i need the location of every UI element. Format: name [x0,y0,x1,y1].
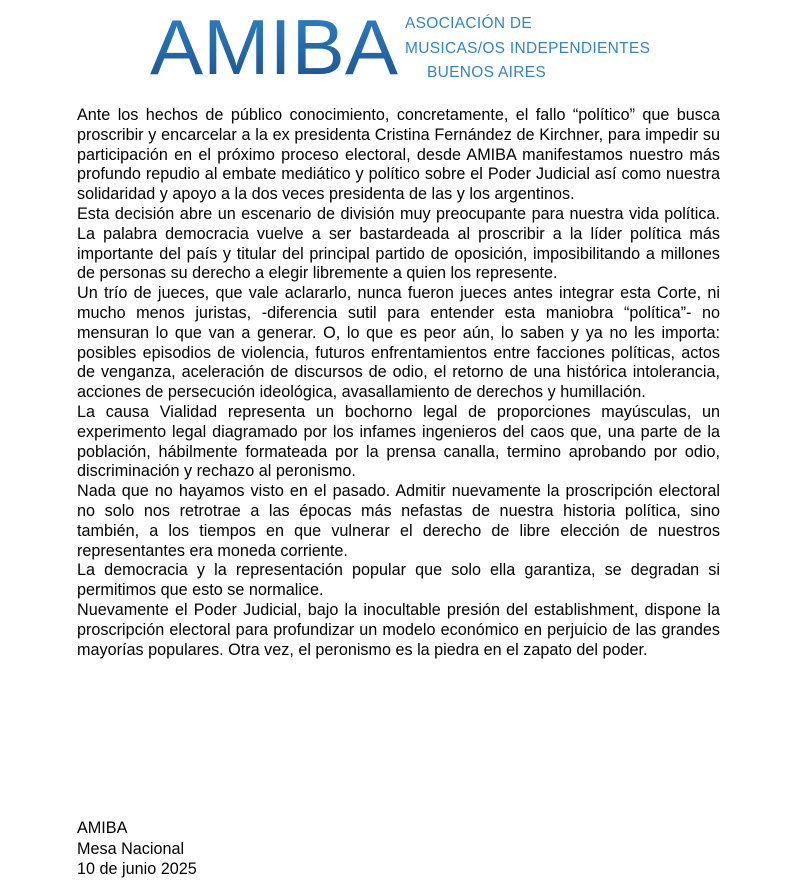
paragraph: La democracia y la representación popular que solo ella garantiza, se degradan si permitimos que esto se normalice. [77,561,720,600]
signature-date: 10 de junio 2025 [77,860,197,878]
org-line-1: ASOCIACIÓN DE [405,15,533,32]
paragraph: La causa Vialidad representa un bochorno legal de proporciones mayúsculas, un experimento legal diagramado por los infames ingenieros del caos que, una parte de la población, hábilmente formateada por la prensa canalla, termino aprobando por odio, discriminación y rechazo al peronismo. [77,402,720,481]
letterhead [150,6,710,86]
statement-body [77,106,720,660]
paragraph: Nada que no hayamos visto en el pasado. Admitir nuevamente la proscripción electoral no solo nos retrotrae a las épocas más nefastas de nuestra historia política, sino también, a los tiempos en que vulnerar el derecho de libre elección de nuestros representantes era moneda corriente. [77,482,720,560]
amiba-logo [150,6,400,86]
organization-name [405,12,650,86]
org-line-2: MUSICAS/OS INDEPENDIENTES [405,39,651,57]
org-line-3: BUENOS AIRES [427,64,547,81]
paragraph: Ante los hechos de público conocimiento, concretamente, el fallo “político” que busca proscribir y encarcelar a la ex presidenta Cristina Fernández de Kirchner, para impedir su participación en el próximo proceso electoral, desde AMIBA manifestamos nuestro más profundo repudio al embate mediático y político sobre el Poder Judicial así como nuestra solidaridad y apoyo a la dos veces presidenta de las y los argentinos. [77,106,720,204]
signature-body: Mesa Nacional [77,839,185,858]
logo-text: AMIBA [150,6,398,86]
signature-org: AMIBA [77,819,128,837]
paragraph: Un trío de jueces, que vale aclararlo, nunca fueron jueces antes integrar esta Corte, ni mucho menos juristas, -diferencia sutil para entender esta maniobra “política”- no mensuran lo que van a generar. O, lo que es peor aún, lo saben y ya no les importa: posibles episodios de violencia, futuros enfrentamientos entre facciones políticas, actos de venganza, aceleración de discursos de odio, el retorno de una histórica intolerancia, acciones de persecución ideológica, avasallamiento de derechos y humillación. [77,284,720,402]
signature-block [77,818,197,880]
paragraph: Esta decisión abre un escenario de división muy preocupante para nuestra vida política. La palabra democracia vuelve a ser bastardeada al proscribir a la líder política más importante del país y titular del principal partido de oposición, imposibilitando a millones de personas su derecho a elegir libremente a quien los represente. [77,204,720,283]
paragraph: Nuevamente el Poder Judicial, bajo la inocultable presión del establishment, dispone la proscripción electoral para profundizar un modelo económico en perjuicio de las grandes mayorías populares. Otra vez, el peronismo es la piedra en el zapato del poder. [77,600,720,659]
